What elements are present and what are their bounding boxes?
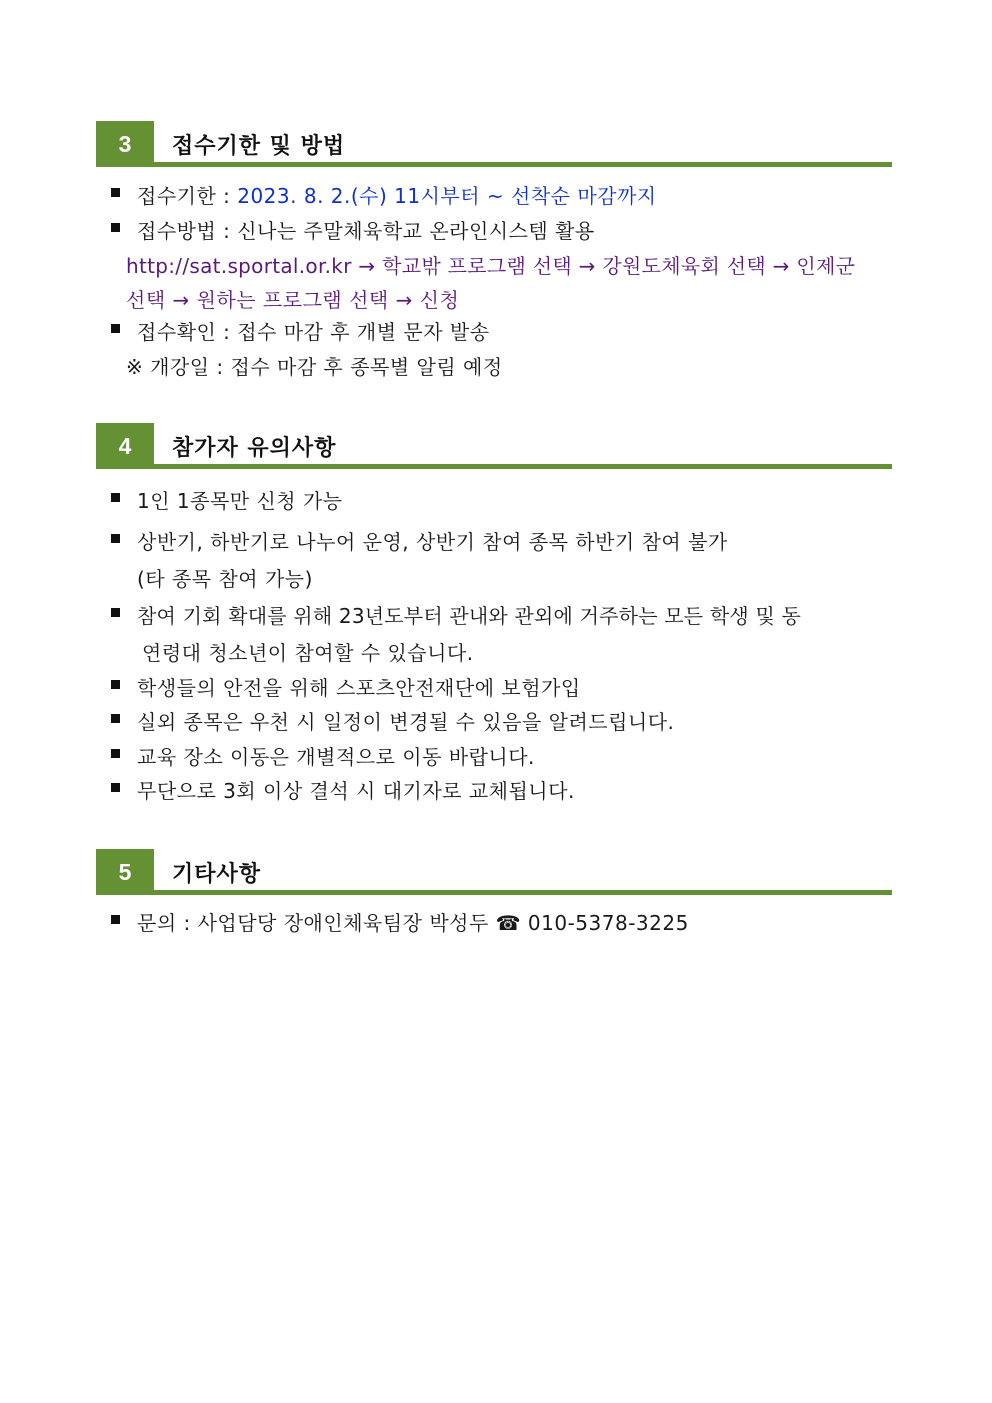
section-4-header — [96, 423, 892, 469]
bullet-icon — [111, 680, 120, 689]
bullet-icon — [111, 534, 120, 543]
deadline-value: 2023. 8. 2.(수) 11시부터 ~ 선착순 마감까지 — [237, 184, 657, 208]
apply-path-text: → 학교밖 프로그램 선택 → 강원도체육회 선택 → 인제군 — [351, 254, 856, 278]
bullet-icon — [111, 749, 120, 758]
confirm-line: 접수확인 : 접수 마감 후 개별 문자 발송 — [137, 320, 490, 344]
section-title: 기타사항 — [172, 862, 262, 887]
section-3-header — [96, 121, 892, 167]
bullet-icon — [111, 915, 120, 924]
deadline-line — [137, 180, 657, 209]
deadline-label: 접수기한 : — [137, 184, 238, 208]
bullet-icon — [111, 783, 120, 792]
section-number: 4 — [96, 423, 154, 469]
notice-item: 상반기, 하반기로 나누어 운영, 상반기 참여 종목 하반기 참여 불가 — [137, 530, 728, 554]
method-line: 접수방법 : 신나는 주말체육학교 온라인시스템 활용 — [137, 219, 595, 243]
bullet-icon — [111, 493, 120, 502]
bullet-icon — [111, 324, 120, 333]
notice-item: 교육 장소 이동은 개별적으로 이동 바랍니다. — [137, 745, 535, 769]
bullet-icon — [111, 608, 120, 617]
section-5-header — [96, 849, 892, 895]
notice-item-continuation: (타 종목 참여 가능) — [137, 567, 313, 591]
notice-item: 참여 기회 확대를 위해 23년도부터 관내와 관외에 거주하는 모든 학생 및 동 — [137, 604, 802, 628]
notice-item: 1인 1종목만 신청 가능 — [137, 489, 343, 513]
bullet-icon — [111, 223, 120, 232]
notice-item-continuation: 연령대 청소년이 참여할 수 있습니다. — [142, 641, 474, 665]
contact-line: 문의 : 사업담당 장애인체육팀장 박성두 ☎ 010-5378-3225 — [137, 911, 689, 935]
apply-url-link[interactable]: http://sat.sportal.or.kr — [126, 254, 352, 278]
section-number: 3 — [96, 121, 154, 167]
section-title: 접수기한 및 방법 — [172, 134, 346, 159]
section-number: 5 — [96, 849, 154, 895]
section-rule — [154, 162, 892, 167]
opening-note: ※ 개강일 : 접수 마감 후 종목별 알림 예정 — [126, 355, 503, 379]
notice-item: 학생들의 안전을 위해 스포츠안전재단에 보험가입 — [137, 676, 581, 700]
bullet-icon — [111, 188, 120, 197]
apply-path-line-2: 선택 → 원하는 프로그램 선택 → 신청 — [126, 288, 460, 312]
section-title: 참가자 유의사항 — [172, 436, 337, 461]
bullet-icon — [111, 714, 120, 723]
notice-item: 무단으로 3회 이상 결석 시 대기자로 교체됩니다. — [137, 779, 575, 803]
section-rule — [154, 464, 892, 469]
notice-item: 실외 종목은 우천 시 일정이 변경될 수 있음을 알려드립니다. — [137, 710, 675, 734]
section-rule — [154, 890, 892, 895]
apply-path-line-1 — [126, 250, 855, 279]
